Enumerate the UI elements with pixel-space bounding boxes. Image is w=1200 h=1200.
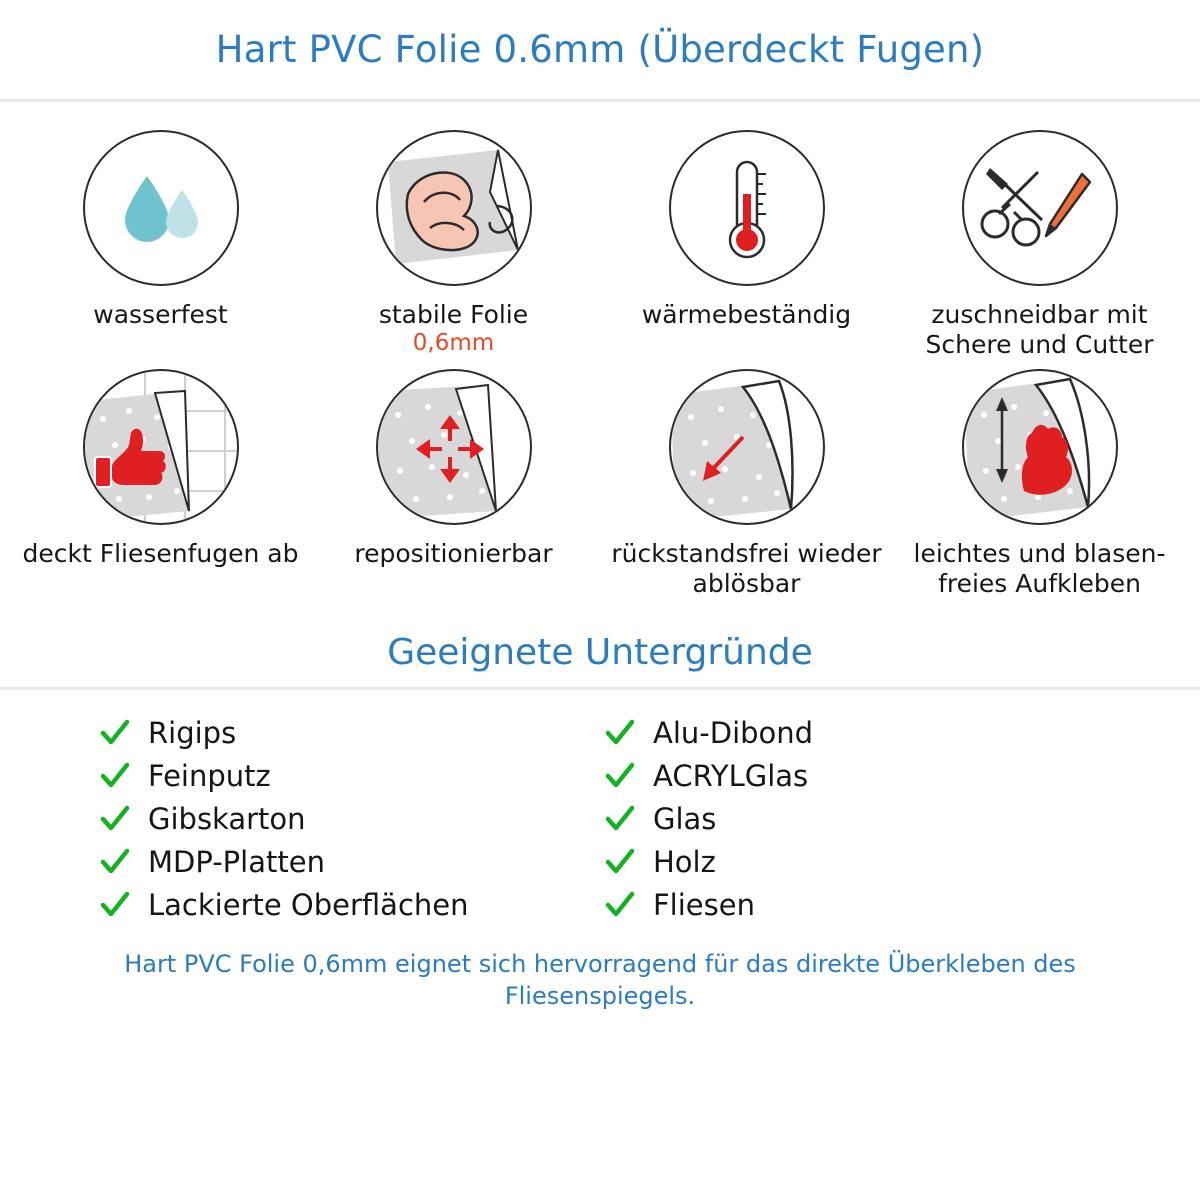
check-icon xyxy=(605,718,635,748)
check-icon xyxy=(605,804,635,834)
list-item-label: Feinputz xyxy=(148,759,271,793)
feature-icon-circle xyxy=(669,130,825,286)
flexed-arm-foil-icon xyxy=(378,132,530,284)
list-item xyxy=(605,716,1110,750)
feature-label: wasserfest xyxy=(93,300,228,329)
feature-rueckstandsfrei xyxy=(600,369,893,598)
feature-label: wärmebeständig xyxy=(641,300,852,329)
feature-zuschneidbar xyxy=(893,130,1186,359)
check-icon xyxy=(100,890,130,920)
list-item xyxy=(100,716,605,750)
feature-label: stabile Folie xyxy=(378,300,529,329)
feature-icon-circle xyxy=(962,130,1118,286)
list-item xyxy=(605,845,1110,879)
check-icon xyxy=(605,761,635,791)
list-item-label: Gibskarton xyxy=(148,802,306,836)
feature-blasenfrei xyxy=(893,369,1186,598)
section-title: Geeignete Untergründe xyxy=(387,632,813,673)
list-item xyxy=(605,888,1110,922)
feature-icon-circle xyxy=(962,369,1118,525)
check-icon xyxy=(100,804,130,834)
list-item-label: Alu-Dibond xyxy=(653,716,814,750)
feature-label: leichtes und blasen-freies Aufkleben xyxy=(913,539,1166,598)
scissors-cutter-icon xyxy=(964,132,1116,284)
list-item xyxy=(100,888,605,922)
feature-label: deckt Fliesenfugen ab xyxy=(22,539,299,568)
feature-icon-circle xyxy=(376,369,532,525)
header xyxy=(0,0,1200,102)
list-item xyxy=(100,845,605,879)
list-item xyxy=(100,802,605,836)
list-item xyxy=(605,802,1110,836)
feature-waermebestaendig xyxy=(600,130,893,359)
check-icon xyxy=(100,718,130,748)
list-item-label: ACRYLGlas xyxy=(653,759,809,793)
thumbs-up-tile-icon xyxy=(85,371,237,523)
feature-icon-circle xyxy=(376,130,532,286)
feature-icon-circle xyxy=(669,369,825,525)
check-icon xyxy=(605,847,635,877)
check-icon xyxy=(100,847,130,877)
feature-icon-circle xyxy=(83,130,239,286)
thermometer-icon xyxy=(671,132,823,284)
feature-label: repositionierbar xyxy=(354,539,553,568)
list-item-label: Lackierte Oberflächen xyxy=(148,888,469,922)
list-item-label: Fliesen xyxy=(653,888,755,922)
list-item xyxy=(100,759,605,793)
check-icon xyxy=(605,890,635,920)
feature-deckt-fliesenfugen xyxy=(14,369,307,598)
list-item-label: Glas xyxy=(653,802,717,836)
list-item-label: Holz xyxy=(653,845,716,879)
feature-icon-circle xyxy=(83,369,239,525)
list-item-label: MDP-Platten xyxy=(148,845,325,879)
check-icon xyxy=(100,761,130,791)
list-item xyxy=(605,759,1110,793)
list-item-label: Rigips xyxy=(148,716,237,750)
page-title: Hart PVC Folie 0.6mm (Überdeckt Fugen) xyxy=(215,28,985,71)
footer-note: Hart PVC Folie 0,6mm eignet sich hervorragend für das direkte Überkleben des Fliesenspiegels. xyxy=(124,950,1076,1011)
substrates-column-right xyxy=(605,716,1110,922)
feature-grid xyxy=(0,102,1200,598)
feature-sublabel: 0,6mm xyxy=(412,329,495,356)
peel-arrow-icon xyxy=(671,371,823,523)
feature-repositionierbar xyxy=(307,369,600,598)
hand-smooth-icon xyxy=(964,371,1116,523)
feature-wasserfest xyxy=(14,130,307,359)
move-arrows-icon xyxy=(378,371,530,523)
section-header xyxy=(0,632,1200,690)
water-drops-icon xyxy=(85,132,237,284)
substrates-list xyxy=(0,716,1200,922)
feature-label: rückstandsfrei wieder ablösbar xyxy=(611,539,882,598)
substrates-column-left xyxy=(100,716,605,922)
feature-label: zuschneidbar mit Schere und Cutter xyxy=(925,300,1154,359)
feature-stabile-folie xyxy=(307,130,600,359)
